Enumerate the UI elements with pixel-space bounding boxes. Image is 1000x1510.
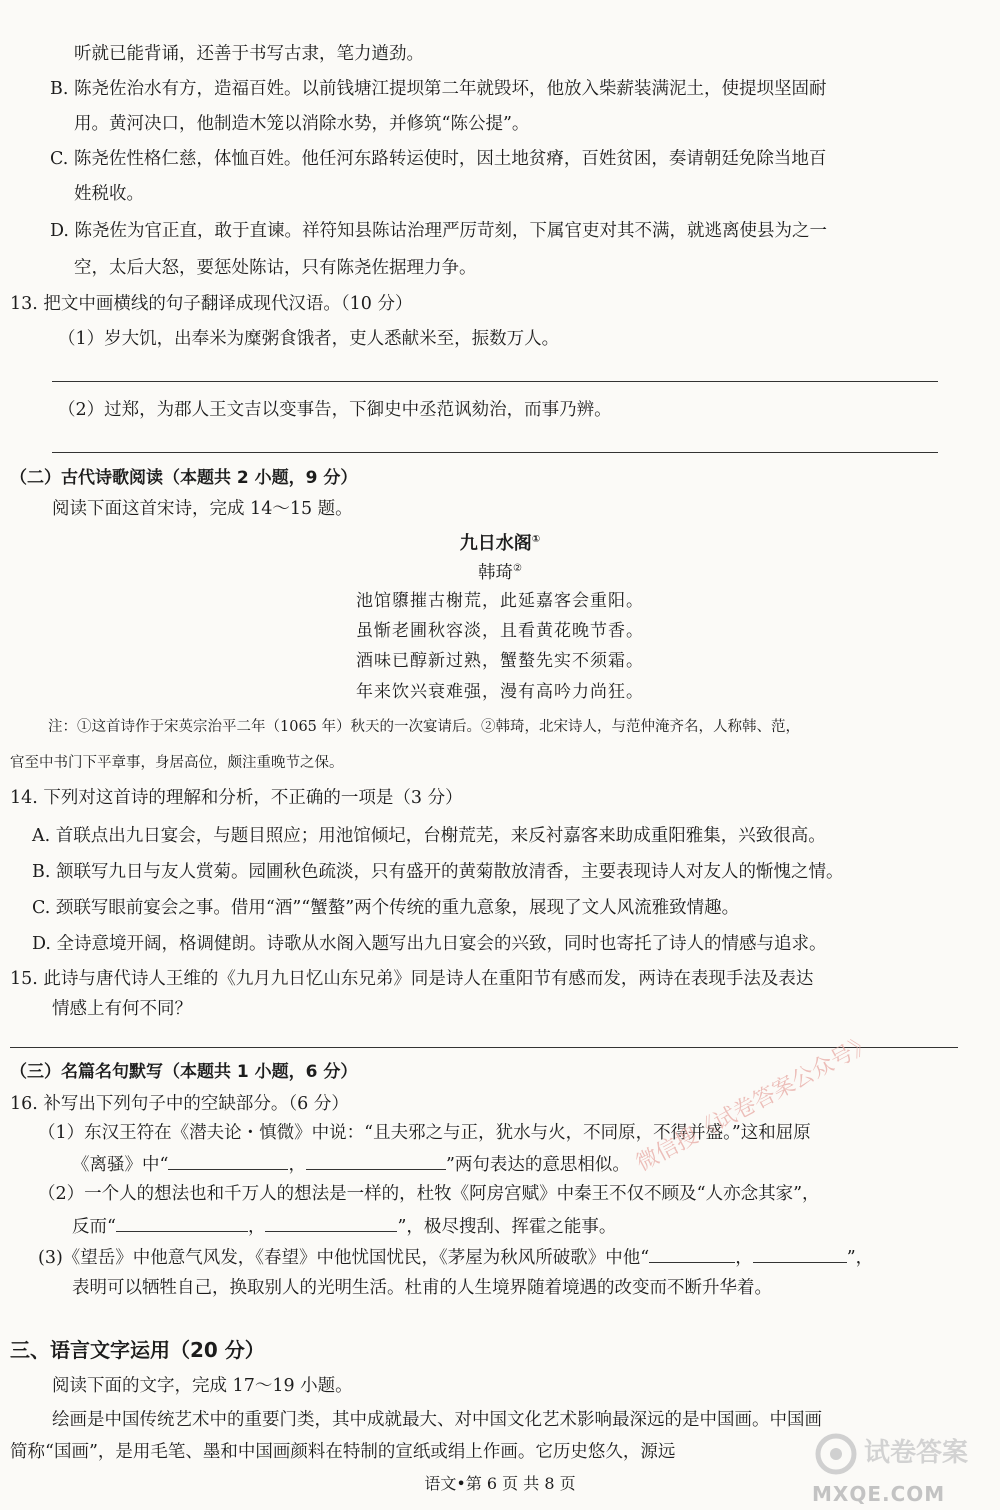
poem-line-4: 年来饮兴衰难强，漫有高吟力尚狂。	[356, 682, 644, 702]
poem-line-3: 酒味已醇新过熟，蟹螯先实不须霜。	[356, 651, 644, 671]
poem-line-1: 池馆隳摧古榭荒，此延嘉客会重阳。	[356, 591, 644, 611]
question-16-2-line-1: （2）一个人的想法也和千万人的想法是一样的，杜牧《阿房宫赋》中秦王不仅不顾及“人亦念其家”，	[38, 1184, 820, 1204]
answer-line	[10, 1047, 958, 1048]
question-14-option-b: B. 颔联写九日与友人赏菊。园圃秋色疏淡，只有盛开的黄菊散放清香，主要表现诗人对友人的惭愧之情。	[32, 862, 844, 882]
question-14: 14. 下列对这首诗的理解和分析，不正确的一项是（3 分）	[10, 788, 463, 808]
fill-blank[interactable]	[753, 1244, 847, 1263]
question-13-sentence-1: （1）岁大饥，出奉米为糜粥食饿者，吏人悉献米至，振数万人。	[58, 329, 560, 349]
poem-note-line-1: 注：①这首诗作于宋英宗治平二年（1065 年）秋天的一次宴请后。②韩琦，北宋诗人，与范仲淹齐名，人称韩、范，	[48, 719, 801, 735]
option-d-line-1: D. 陈尧佐为官正直，敢于直谏。祥符知县陈诂治理严厉苛刻，下属官吏对其不满，就逃离使县为之一	[50, 221, 828, 241]
question-15-line-1: 15. 此诗与唐代诗人王维的《九月九日忆山东兄弟》同是诗人在重阳节有感而发，两诗在表现手法及表达	[10, 969, 814, 989]
logo-icon	[812, 1432, 862, 1476]
option-a-continuation: 听就已能背诵，还善于书写古隶，笔力遒劲。	[74, 44, 424, 64]
question-16-1-line-2: 《离骚》中“ ， ”两句表达的意思相似。	[72, 1151, 630, 1177]
question-13-sentence-2: （2）过郑，为郡人王文吉以变事告，下御史中丞范讽劾治，而事乃辨。	[58, 400, 612, 420]
site-logo	[812, 1432, 982, 1506]
option-b-line-1: B. 陈尧佐治水有方，造福百姓。以前钱塘江提坝第二年就毁坏，他放入柴薪装满泥土，使提坝坚固耐	[50, 79, 827, 99]
page-footer: 语文•第 6 页 共 8 页	[424, 1474, 576, 1493]
option-c-line-2: 姓税收。	[74, 184, 144, 204]
question-16-2-line-2: 反而“ ， ”，极尽搜刮、挥霍之能事。	[72, 1213, 616, 1239]
poem-line-2: 虽惭老圃秋容淡，且看黄花晚节香。	[356, 621, 644, 641]
answer-line	[52, 452, 938, 453]
section-2-heading: （二）古代诗歌阅读（本题共 2 小题，9 分）	[10, 468, 358, 488]
question-13: 13. 把文中画横线的句子翻译成现代汉语。（10 分）	[10, 294, 413, 314]
poem-author: 韩琦②	[478, 562, 522, 583]
poem-title: 九日水阁①	[459, 533, 541, 554]
section-3-heading: （三）名篇名句默写（本题共 1 小题，6 分）	[10, 1062, 358, 1082]
question-16: 16. 补写出下列句子中的空缺部分。（6 分）	[10, 1094, 349, 1114]
logo-text: 试卷答案	[864, 1438, 969, 1468]
section-2-intro: 阅读下面这首宋诗，完成 14～15 题。	[52, 499, 353, 519]
question-15-line-2: 情感上有何不同？	[52, 999, 192, 1019]
part-3-heading: 三、语言文字运用（20 分）	[10, 1338, 265, 1362]
question-14-option-d: D. 全诗意境开阔，格调健朗。诗歌从水阁入题写出九日宴会的兴致，同时也寄托了诗人的情感与追求。	[32, 934, 827, 954]
question-16-3-line-2: 表明可以牺牲自己，换取别人的光明生活。杜甫的人生境界随着境遇的改变而不断升华着。	[72, 1278, 772, 1298]
option-d-line-2: 空，太后大怒，要惩处陈诂，只有陈尧佐据理力争。	[74, 258, 477, 278]
logo-url: MXQE.COM	[812, 1482, 946, 1506]
passage-line-1: 绘画是中国传统艺术中的重要门类，其中成就最大、对中国文化艺术影响最深远的是中国画。中国画	[52, 1410, 822, 1430]
fill-blank[interactable]	[116, 1213, 248, 1232]
option-c-line-1: C. 陈尧佐性格仁慈，体恤百姓。他任河东路转运使时，因土地贫瘠，百姓贫困，奏请朝廷免除当地百	[50, 149, 827, 169]
passage-line-2: 简称“国画”，是用毛笔、墨和中国画颜料在特制的宣纸或绢上作画。它历史悠久，源远	[10, 1442, 676, 1462]
question-16-3-line-1: (3)《望岳》中他意气风发，《春望》中他忧国忧民，《茅屋为秋风所破歌》中他“ ， ”，	[38, 1244, 873, 1270]
question-14-option-a: A. 首联点出九日宴会，与题目照应；用池馆倾圮，台榭荒芜，来反衬嘉客来助成重阳雅集，兴致很高。	[32, 826, 826, 846]
option-b-line-2: 用。黄河决口，他制造木笼以消除水势，并修筑“陈公提”。	[74, 114, 530, 134]
fill-blank[interactable]	[168, 1151, 288, 1170]
fill-blank[interactable]	[306, 1151, 446, 1170]
question-14-option-c: C. 颈联写眼前宴会之事。借用“酒”“蟹螯”两个传统的重九意象，展现了文人风流雅致情趣。	[32, 898, 740, 918]
question-16-1-line-1: （1）东汉王符在《潜夫论・慎微》中说：“且夫邪之与正，犹水与火，不同原，不得并盛。”这和屈原	[38, 1123, 811, 1143]
fill-blank[interactable]	[649, 1244, 735, 1263]
answer-line	[52, 381, 938, 382]
fill-blank[interactable]	[265, 1213, 397, 1232]
poem-note-line-2: 官至中书门下平章事，身居高位，颇注重晚节之保。	[10, 755, 344, 771]
part-3-intro: 阅读下面的文字，完成 17～19 小题。	[52, 1376, 353, 1396]
watermark: 微信搜《试卷答案公众号》	[632, 1030, 878, 1177]
